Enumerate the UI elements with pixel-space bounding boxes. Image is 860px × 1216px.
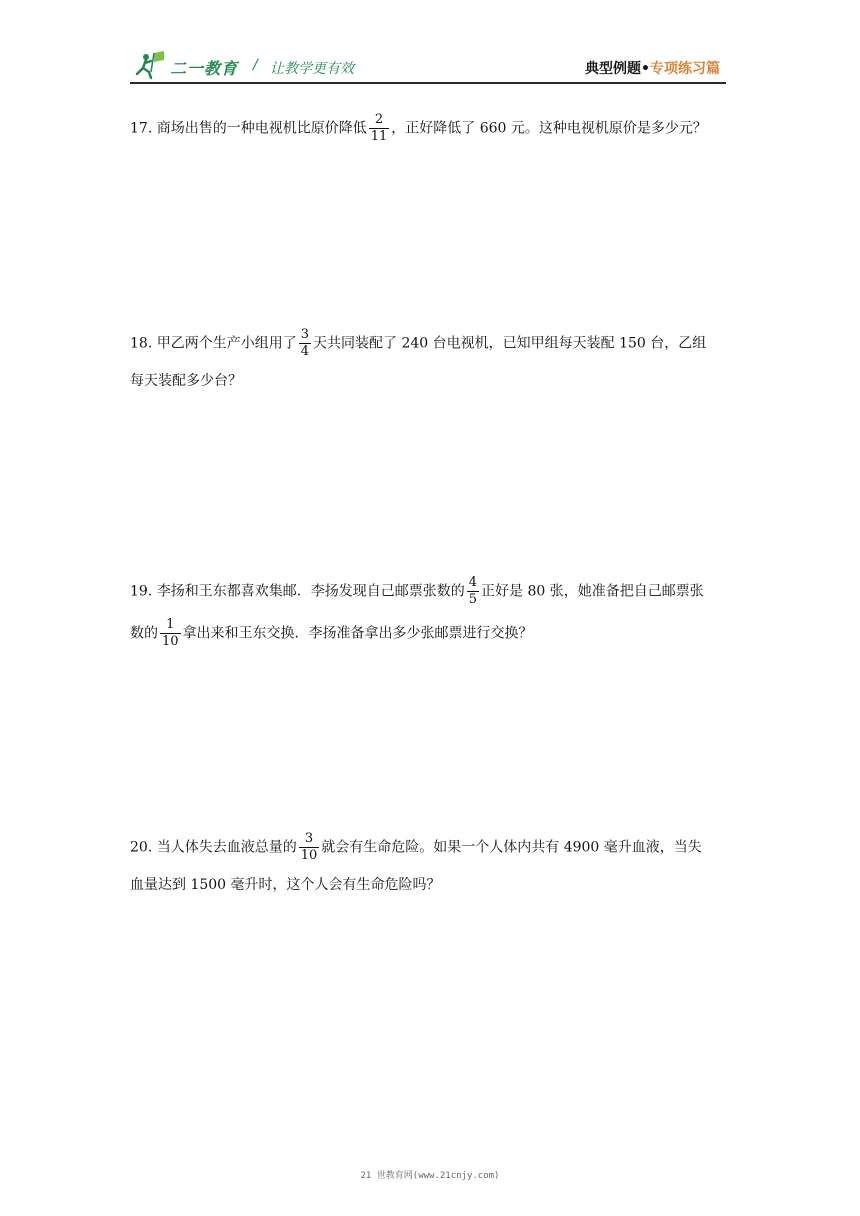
fraction	[299, 328, 311, 359]
fraction-numerator: 4	[468, 575, 477, 590]
brand-slogan: 让教学更有效	[270, 61, 354, 77]
question-text: ，正好降低了 660 元。这种电视机原价是多少元？	[391, 120, 707, 137]
fraction	[467, 576, 479, 607]
question-text: 当人体失去血液总量的	[156, 839, 297, 856]
fraction-numerator: 2	[369, 113, 390, 129]
question-text: 李扬和王东都喜欢集邮．李扬发现自己邮票张数的	[156, 583, 465, 600]
question-text: 商场出售的一种电视机比原价降低	[156, 120, 367, 137]
fraction	[369, 113, 390, 144]
fraction-denominator: 5	[468, 592, 477, 607]
section-title	[585, 58, 720, 78]
brand-name: 二一教育	[170, 59, 239, 78]
question-number: 17.	[130, 120, 153, 137]
fraction-numerator: 1	[160, 618, 181, 634]
fraction-denominator: 4	[300, 344, 309, 359]
question-line	[130, 113, 707, 144]
question-number: 19.	[130, 583, 153, 600]
fraction-denominator: 11	[370, 129, 388, 144]
question-number: 18.	[130, 335, 153, 352]
question-text: 拿出来和王东交换．李扬准备拿出多少张邮票进行交换？	[182, 625, 533, 642]
question-text: 血量达到 1500 毫升时，这个人会有生命危险吗？	[130, 877, 441, 893]
fraction	[160, 618, 181, 649]
question-number: 20.	[130, 839, 153, 856]
question-text: 每天装配多少台？	[130, 373, 242, 389]
question-text: 就会有生命危险。如果一个人体内共有 4900 毫升血液，当失	[321, 839, 702, 856]
question-text: 天共同装配了 240 台电视机，已知甲组每天装配 150 台，乙组	[313, 335, 707, 352]
fraction-denominator: 10	[162, 634, 179, 649]
question-text: 甲乙两个生产小组用了	[156, 335, 297, 352]
fraction-numerator: 3	[299, 832, 320, 848]
header-divider	[130, 82, 726, 84]
fraction-denominator: 10	[300, 848, 318, 863]
question-text: 正好是 80 张，她准备把自己邮票张	[481, 583, 704, 600]
question-line	[130, 576, 704, 607]
page-header	[130, 50, 726, 82]
question-line	[130, 832, 702, 863]
running-man-flag-icon	[134, 50, 168, 80]
question-line	[130, 618, 533, 649]
header-separator: /	[253, 57, 258, 73]
fraction	[299, 832, 320, 863]
section-title-main: 典型例题•	[585, 61, 650, 77]
question-line	[130, 878, 441, 892]
question-line	[130, 328, 706, 359]
section-title-accent: 专项练习篇	[650, 61, 720, 77]
fraction-numerator: 3	[300, 327, 309, 342]
question-line	[130, 374, 242, 388]
question-text: 数的	[130, 625, 158, 642]
page-footer: 21 世教育网(www.21cnjy.com)	[360, 1171, 500, 1181]
